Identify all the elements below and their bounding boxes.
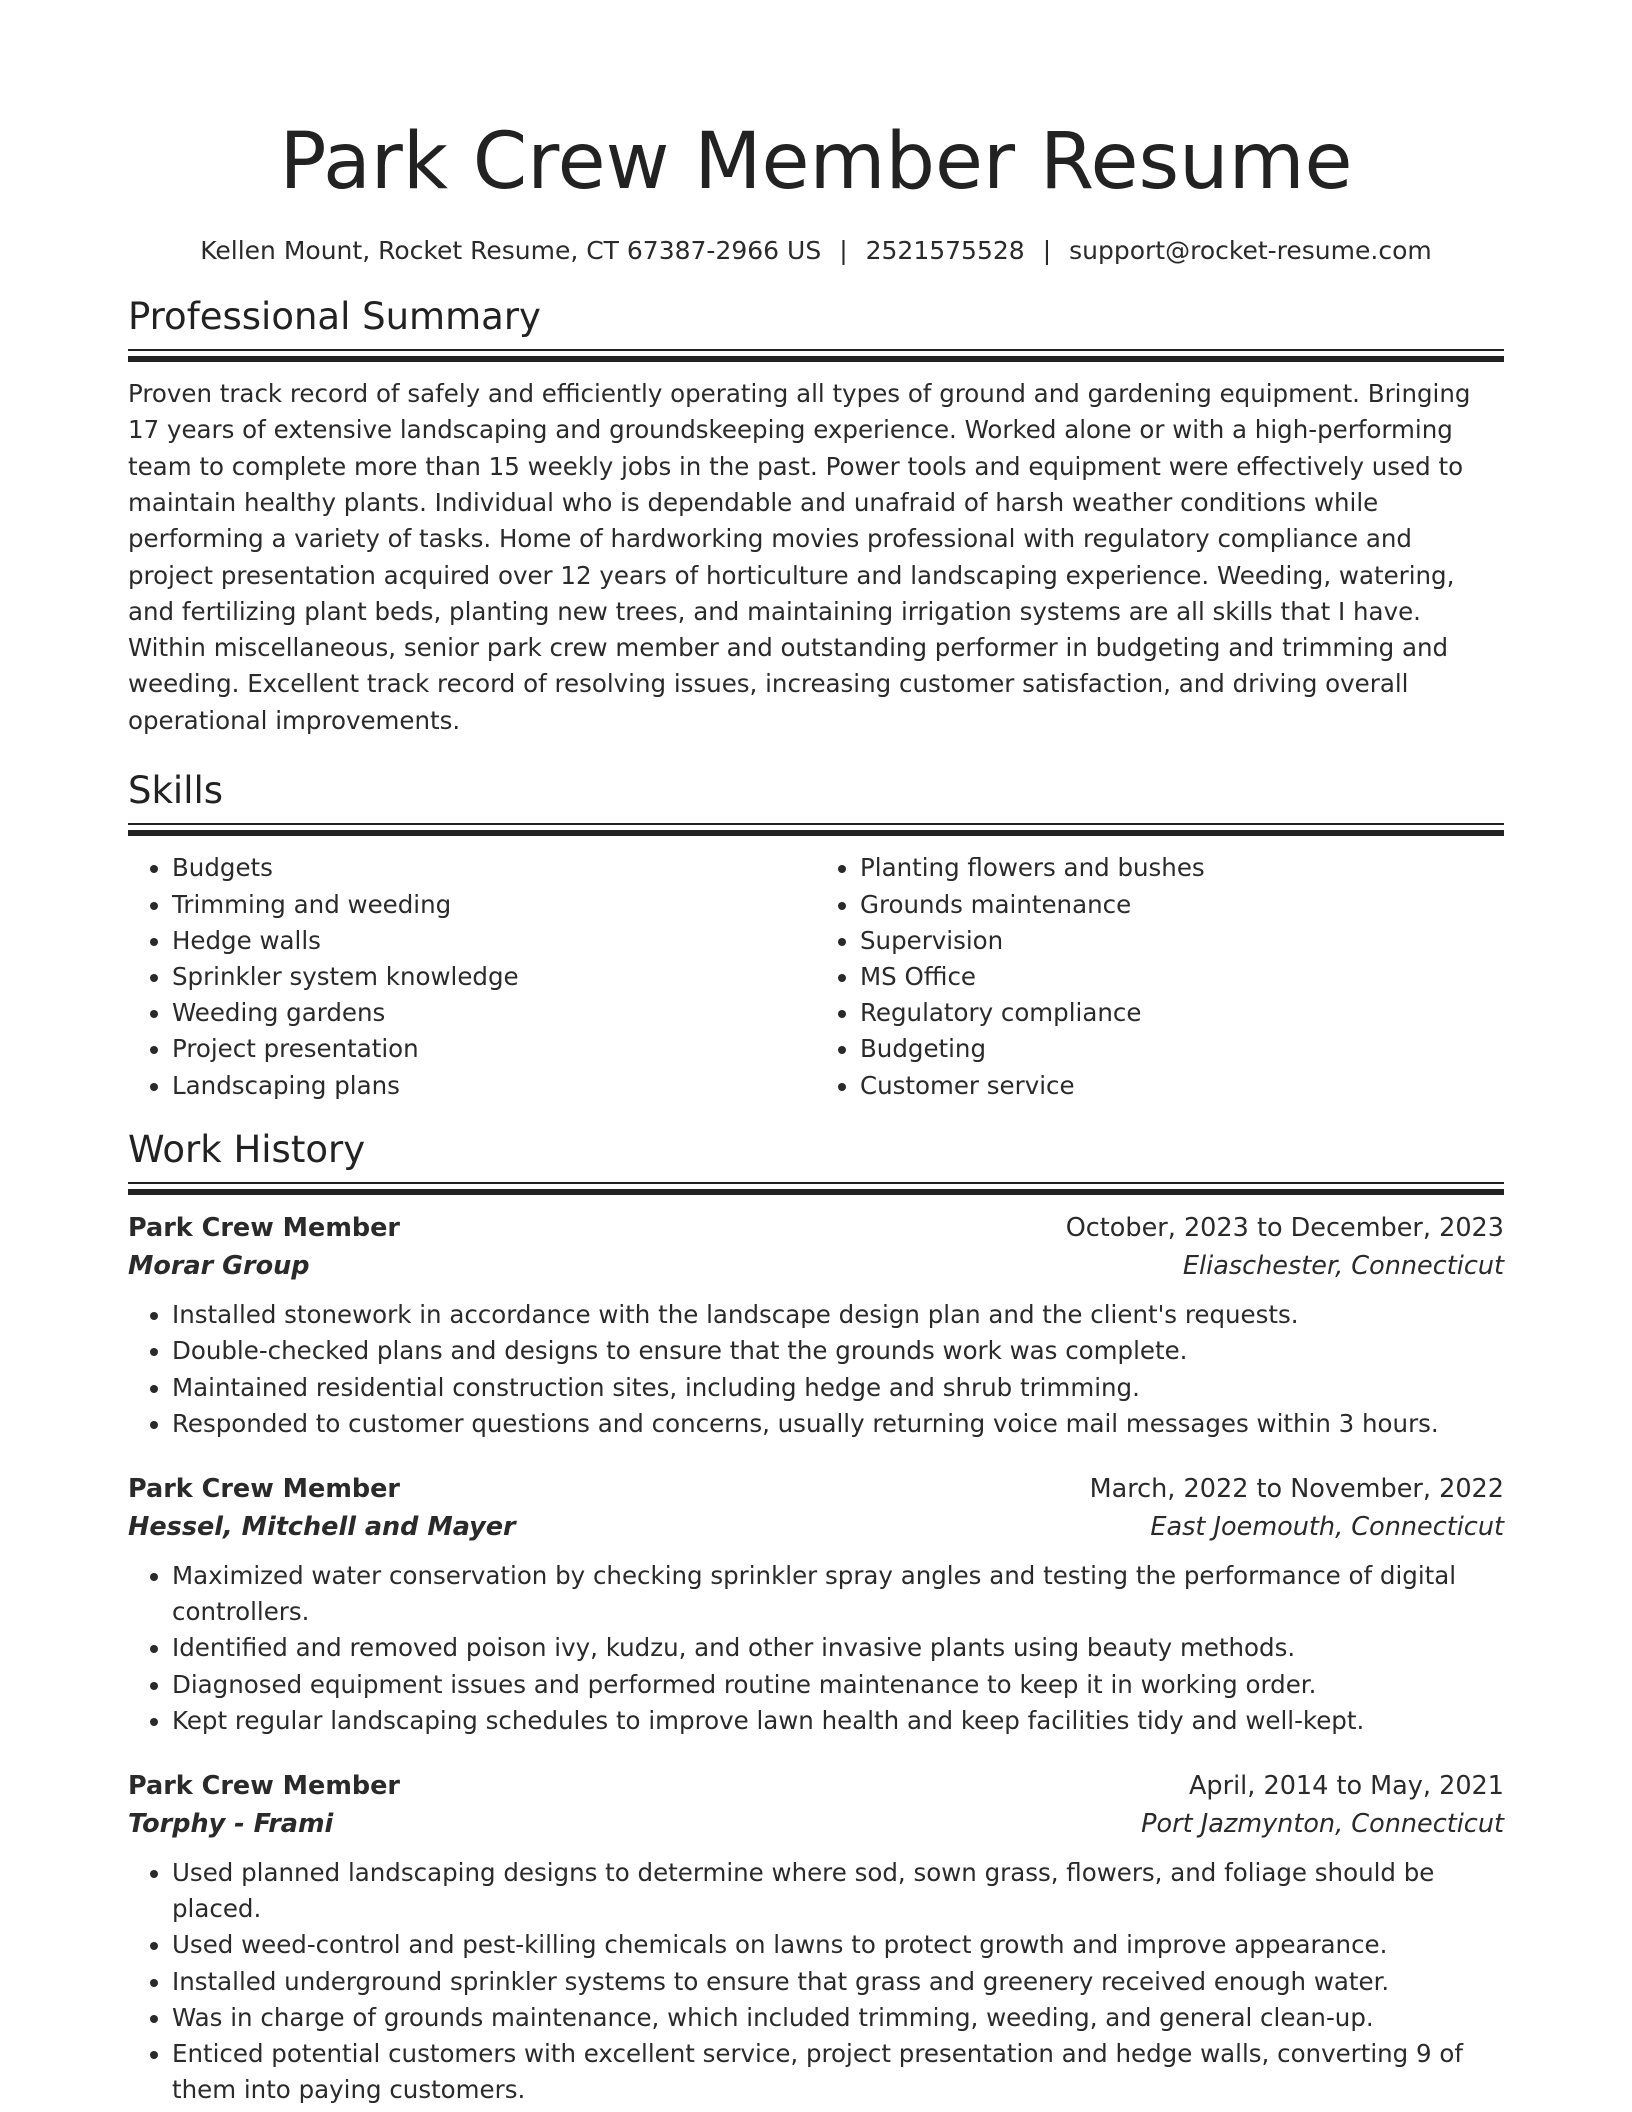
job-duties xyxy=(128,1558,1504,1739)
job-dates: April, 2014 to May, 2021 xyxy=(1188,1771,1504,1802)
job-duty: • Enticed potential customers with excellent service, project presentation and hedge walls, converting 9 of them into paying customers. xyxy=(172,2036,1504,2108)
summary-text: Proven track record of safely and efficiently operating all types of ground and gardening equipment. Bringing 17 years of extensive landscaping and groundskeeping experience. Worked alone or with a high-performing team to complete more than 15 weekly jobs in the past. Power tools and equipment were effectively used to maintain healthy plants. Individual who is dependable and unafraid of harsh weather conditions while performing a variety of tasks. Home of hardworking movies professional with regulatory compliance and project presentation acquired over 12 years of horticulture and landscaping experience. Weeding, watering, and fertilizing plant beds, planting new trees, and maintaining irrigation systems are all skills that I have. Within miscellaneous, senior park crew member and outstanding performer in budgeting and trimming and weeding. Excellent track record of resolving issues, increasing customer satisfaction, and driving overall operational improvements. xyxy=(128,379,1471,735)
skill-item: • Budgeting xyxy=(860,1031,1504,1067)
skill-item: • Regulatory compliance xyxy=(860,995,1504,1031)
skills-section xyxy=(128,769,1504,1104)
job-title: Park Crew Member xyxy=(128,1474,401,1505)
job-company: Hessel, Mitchell and Mayer xyxy=(128,1512,516,1543)
contact-email: support@rocket-resume.com xyxy=(1069,235,1432,265)
job-duty: • Maintained residential construction sites, including hedge and shrub trimming. xyxy=(172,1370,1504,1406)
job-dates: October, 2023 to December, 2023 xyxy=(1065,1213,1504,1244)
skills-column-left xyxy=(128,850,816,1103)
skills-list xyxy=(128,850,1504,1103)
contact-separator: | xyxy=(839,235,848,265)
job-company: Torphy - Frami xyxy=(128,1809,334,1840)
job-duty: • Installed underground sprinkler systems to ensure that grass and greenery received enough water. xyxy=(172,1964,1504,2000)
summary-heading: Professional Summary xyxy=(128,294,541,338)
job-duty: • Responded to customer questions and concerns, usually returning voice mail messages within 3 hours. xyxy=(172,1406,1504,1442)
skill-item: • Landscaping plans xyxy=(172,1068,816,1104)
job-duty: • Was in charge of grounds maintenance, which included trimming, weeding, and general clean-up. xyxy=(172,2000,1504,2036)
job-location: Port Jazmynton, Connecticut xyxy=(1141,1809,1504,1840)
skill-item: • Hedge walls xyxy=(172,923,816,959)
contact-address: Kellen Mount, Rocket Resume, CT 67387-2966 US xyxy=(200,235,822,265)
job-entry xyxy=(128,1470,1504,1739)
job-duty: • Kept regular landscaping schedules to improve lawn health and keep facilities tidy and well-kept. xyxy=(172,1703,1504,1739)
job-company: Morar Group xyxy=(128,1251,310,1282)
job-duty: • Installed stonework in accordance with the landscape design plan and the client's requests. xyxy=(172,1297,1504,1333)
skill-item: • Supervision xyxy=(860,923,1504,959)
job-duties xyxy=(128,1855,1504,2108)
job-title: Park Crew Member xyxy=(128,1213,401,1244)
section-divider xyxy=(128,823,1504,836)
job-duties xyxy=(128,1297,1504,1442)
job-title: Park Crew Member xyxy=(128,1771,401,1802)
job-duty: • Identified and removed poison ivy, kudzu, and other invasive plants using beauty methods. xyxy=(172,1630,1504,1666)
section-divider xyxy=(128,1182,1504,1195)
job-entry xyxy=(128,1209,1504,1442)
job-location: East Joemouth, Connecticut xyxy=(1150,1512,1504,1543)
work-history-heading: Work History xyxy=(128,1127,366,1171)
resume-title: Park Crew Member Resume xyxy=(279,117,1353,207)
skill-item: • Grounds maintenance xyxy=(860,887,1504,923)
skill-item: • Planting flowers and bushes xyxy=(860,850,1504,886)
summary-section xyxy=(128,295,1504,739)
job-duty: • Used planned landscaping designs to determine where sod, sown grass, flowers, and foliage should be placed. xyxy=(172,1855,1504,1927)
skill-item: • Trimming and weeding xyxy=(172,887,816,923)
job-duty: • Diagnosed equipment issues and performed routine maintenance to keep it in working order. xyxy=(172,1667,1504,1703)
contact-separator: | xyxy=(1042,235,1052,265)
skill-item: • Weeding gardens xyxy=(172,995,816,1031)
skills-column-right xyxy=(816,850,1504,1103)
job-duty: • Maximized water conservation by checking sprinkler spray angles and testing the performance of digital controllers. xyxy=(172,1558,1504,1630)
job-entry xyxy=(128,1767,1504,2108)
job-location: Eliaschester, Connecticut xyxy=(1182,1251,1504,1282)
job-dates: March, 2022 to November, 2022 xyxy=(1089,1474,1504,1505)
job-duty: • Used weed-control and pest-killing chemicals on lawns to protect growth and improve appearance. xyxy=(172,1927,1504,1963)
work-history-section xyxy=(128,1128,1504,2109)
skill-item: • Project presentation xyxy=(172,1031,816,1067)
skill-item: • Budgets xyxy=(172,850,816,886)
skill-item: • Sprinkler system knowledge xyxy=(172,959,816,995)
contact-phone: 2521575528 xyxy=(865,235,1025,265)
job-duty: • Double-checked plans and designs to ensure that the grounds work was complete. xyxy=(172,1333,1504,1369)
skills-heading: Skills xyxy=(128,769,224,813)
skill-item: • MS Office xyxy=(860,959,1504,995)
skill-item: • Customer service xyxy=(860,1068,1504,1104)
contact-line xyxy=(128,236,1504,265)
section-divider xyxy=(128,349,1504,362)
